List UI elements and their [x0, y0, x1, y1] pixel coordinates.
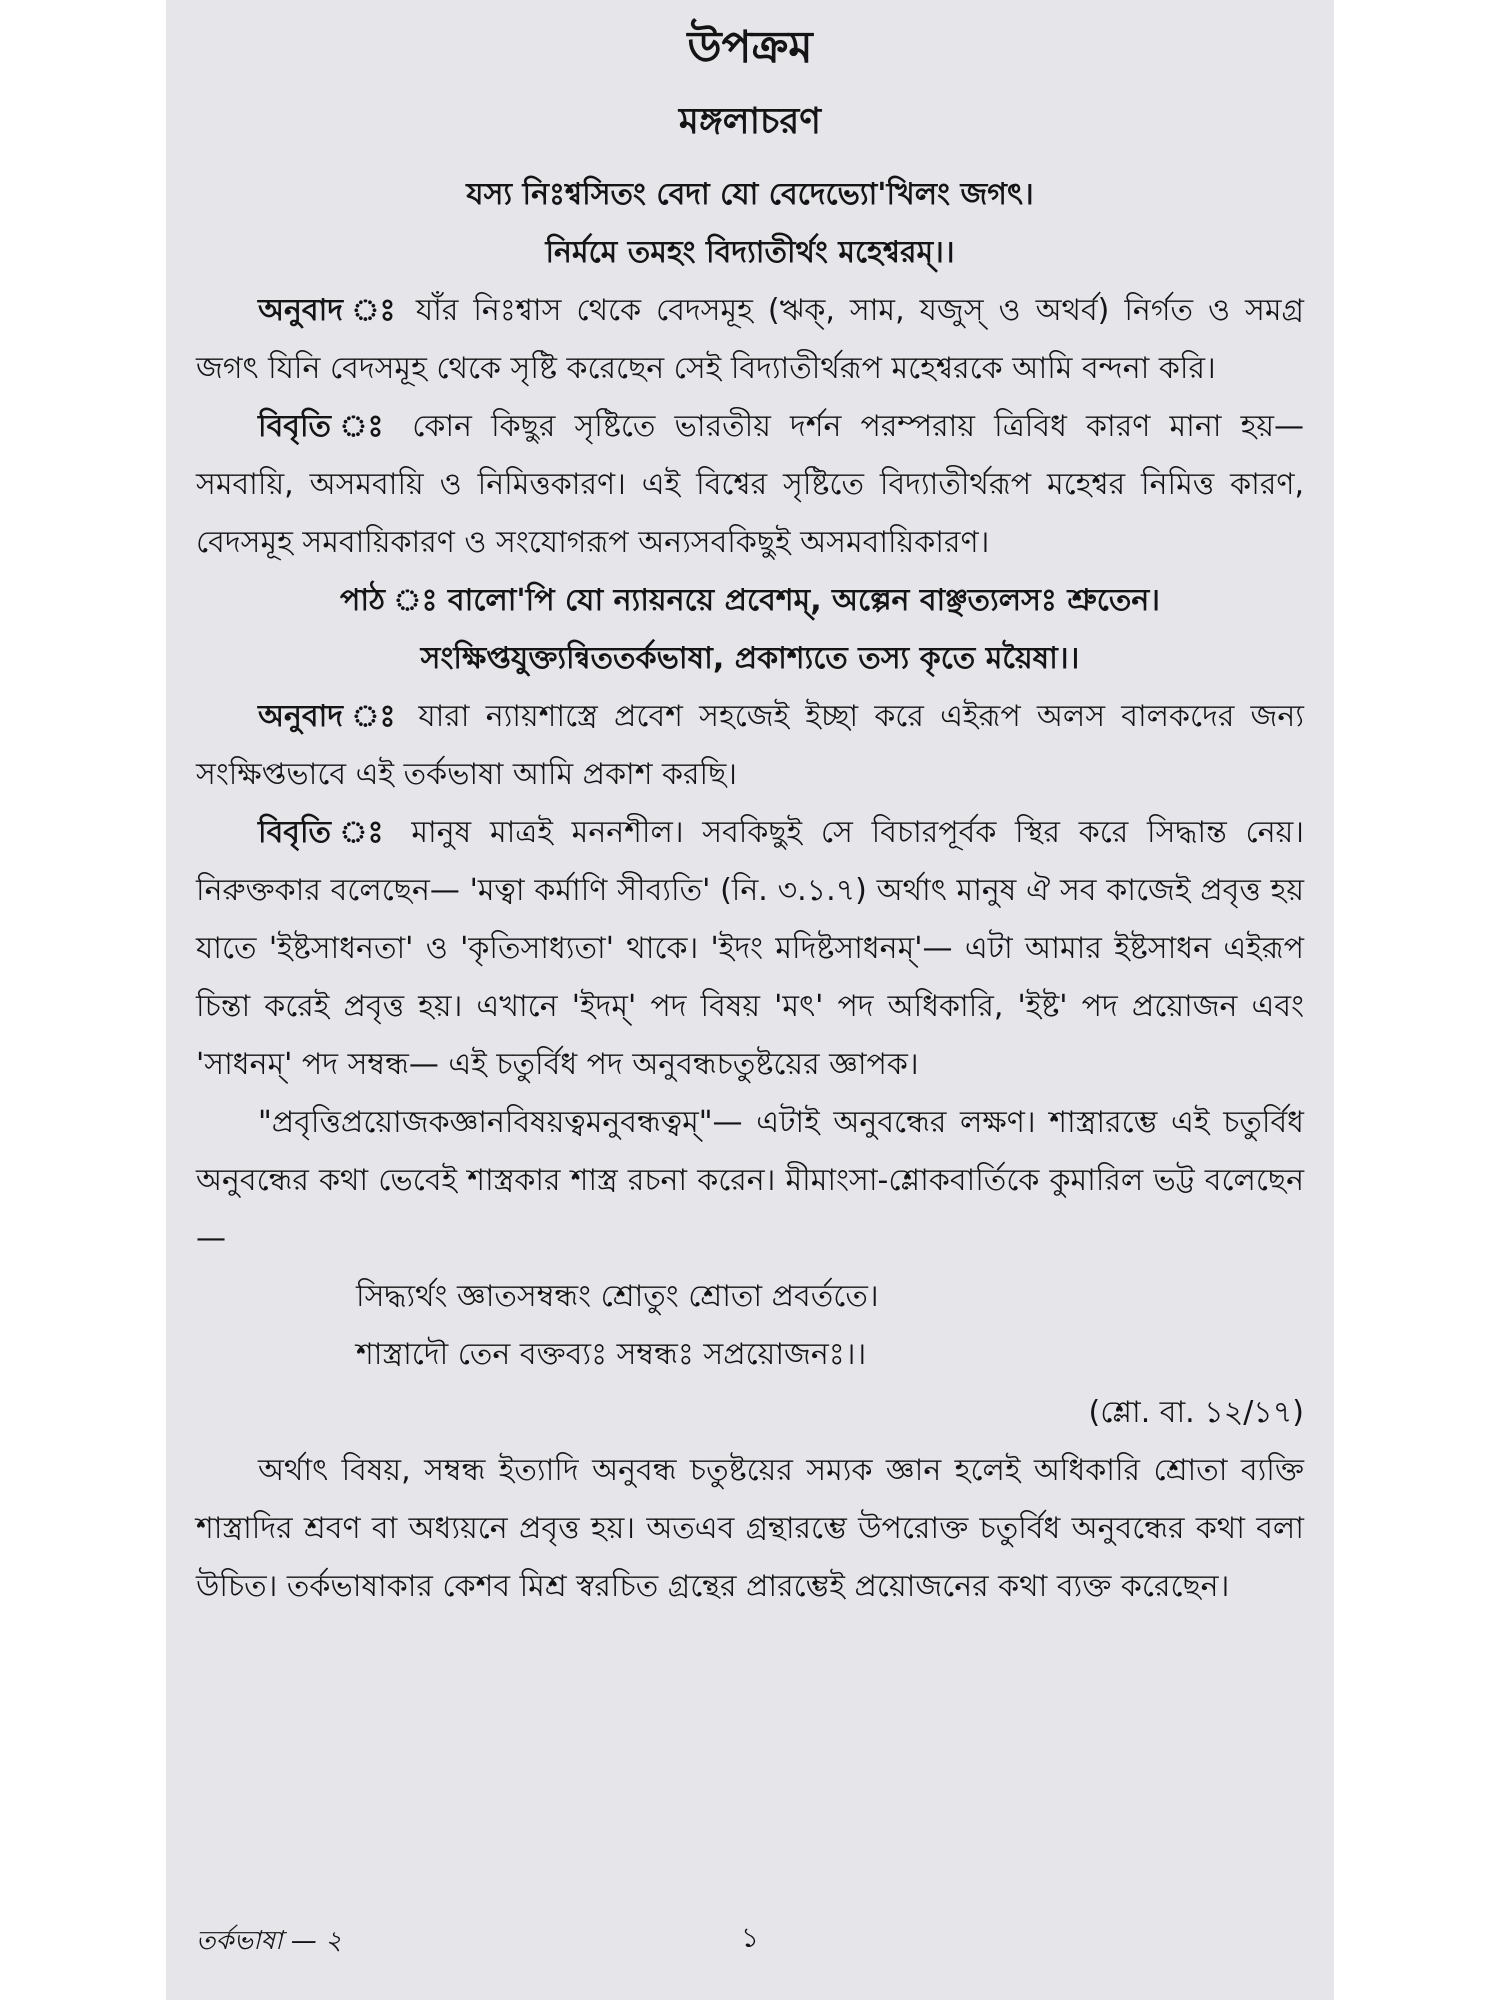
section-subtitle: মঙ্গলাচরণ	[678, 101, 822, 142]
paragraph-lead: অনুবাদ ঃ	[258, 293, 401, 328]
paragraph-text: মানুষ মাত্রই মননশীল। সবকিছুই সে বিচারপূর্বক স্থির করে সিদ্ধান্ত নেয়। নিরুক্তকার বলেছেন— 'মত্বা কর্মাণি সীব্যতি' (নি. ৩.১.৭) অর্থাৎ মানুষ ঐ সব কাজেই প্রবৃত্ত হয় যাতে 'ইষ্টসাধনতা' ও 'কৃতিসাধ্যতা' থাকে। 'ইদং মদিষ্টসাধনম্'— এটা আমার ইষ্টসাধন এইরূপ চিন্তা করেই প্রবৃত্ত হয়। এখানে 'ইদম্' পদ বিষয় 'মৎ' পদ অধিকারি, 'ইষ্ট' পদ প্রয়োজন এবং 'সাধনম্' পদ সম্বন্ধ— এই চতুর্বিধ পদ অনুবন্ধচতুষ্টয়ের জ্ঞাপক।	[196, 815, 1304, 1082]
chapter-title: উপক্রম	[687, 22, 813, 73]
page-number: ১	[740, 1921, 760, 1954]
quote-line-2: শাস্ত্রাদৌ তেন বক্তব্যঃ সম্বন্ধঃ সপ্রয়োজনঃ।।	[356, 1337, 867, 1372]
invocation-verse-line-1: যস্য নিঃশ্বসিতং বেদা যো বেদেভ্যো'খিলং জগৎ।	[466, 177, 1034, 212]
translation-paragraph-2	[196, 688, 1304, 804]
paragraph-text: যারা ন্যায়শাস্ত্রে প্রবেশ সহজেই ইচ্ছা করে এইরূপ অলস বালকদের জন্য সংক্ষিপ্তভাবে এই তর্কভাষা আমি প্রকাশ করছি।	[196, 699, 1304, 792]
paragraph-lead: বিবৃতি ঃ	[258, 815, 393, 850]
commentary-paragraph-2	[196, 804, 1304, 1094]
quote-reference: (শ্লো. বা. ১২/১৭)	[1088, 1395, 1304, 1430]
page-body	[196, 166, 1304, 1616]
commentary-paragraph-1	[196, 398, 1304, 572]
quote-line-1: সিদ্ধ্যর্থং জ্ঞাতসম্বন্ধং শ্রোতুং শ্রোতা প্রবর্ততে।	[356, 1279, 879, 1314]
concluding-paragraph: অর্থাৎ বিষয়, সম্বন্ধ ইত্যাদি অনুবন্ধ চতুষ্টয়ের সম্যক জ্ঞান হলেই অধিকারি শ্রোতা ব্যক্তি শাস্ত্রাদির শ্রবণ বা অধ্যয়নে প্রবৃত্ত হয়। অতএব গ্রন্থারম্ভে উপরোক্ত চতুর্বিধ অনুবন্ধের কথা বলা উচিত। তর্কভাষাকার কেশব মিশ্র স্বরচিত গ্রন্থের প্রারম্ভেই প্রয়োজনের কথা ব্যক্ত করেছেন।	[196, 1453, 1304, 1604]
footer-signature: তর্কভাষা — ২	[196, 1926, 342, 1956]
translation-paragraph-1	[196, 282, 1304, 398]
paragraph-lead: অনুবাদ ঃ	[258, 699, 403, 734]
book-page	[166, 0, 1334, 2000]
text-verse-line-2: সংক্ষিপ্তযুক্ত্যন্বিততর্কভাষা, প্রকাশ্যতে তস্য কৃতে ময়ৈষা।।	[420, 641, 1080, 676]
paragraph-lead: বিবৃতি ঃ	[258, 409, 394, 444]
anubandha-paragraph: "প্রবৃত্তিপ্রয়োজকজ্ঞানবিষয়ত্বমনুবন্ধত্বম্"— এটাই অনুবন্ধের লক্ষণ। শাস্ত্রারম্ভে এই চতুর্বিধ অনুবন্ধের কথা ভেবেই শাস্ত্রকার শাস্ত্র রচনা করেন। মীমাংসা-শ্লোকবার্তিকে কুমারিল ভট্ট বলেছেন—	[196, 1105, 1304, 1256]
paragraph-text: যাঁর নিঃশ্বাস থেকে বেদসমূহ (ঋক্, সাম, যজুস্ ও অথর্ব) নির্গত ও সমগ্র জগৎ যিনি বেদসমূহ থেকে সৃষ্টি করেছেন সেই বিদ্যাতীর্থরূপ মহেশ্বরকে আমি বন্দনা করি।	[196, 293, 1304, 386]
paragraph-text: কোন কিছুর সৃষ্টিতে ভারতীয় দর্শন পরম্পরায় ত্রিবিধ কারণ মানা হয়— সমবায়ি, অসমবায়ি ও নিমিত্তকারণ। এই বিশ্বের সৃষ্টিতে বিদ্যাতীর্থরূপ মহেশ্বর নিমিত্ত কারণ, বেদসমূহ সমবায়িকারণ ও সংযোগরূপ অন্যসবকিছুই অসমবায়িকারণ।	[196, 409, 1304, 560]
text-verse-line-1: পাঠ ঃ বালো'পি যো ন্যায়নয়ে প্রবেশম্, অল্পেন বাঞ্ছত্যলসঃ শ্রুতেন।	[339, 583, 1160, 618]
invocation-verse-line-2: নির্মমে তমহং বিদ্যাতীর্থং মহেশ্বরম্।।	[545, 235, 955, 270]
